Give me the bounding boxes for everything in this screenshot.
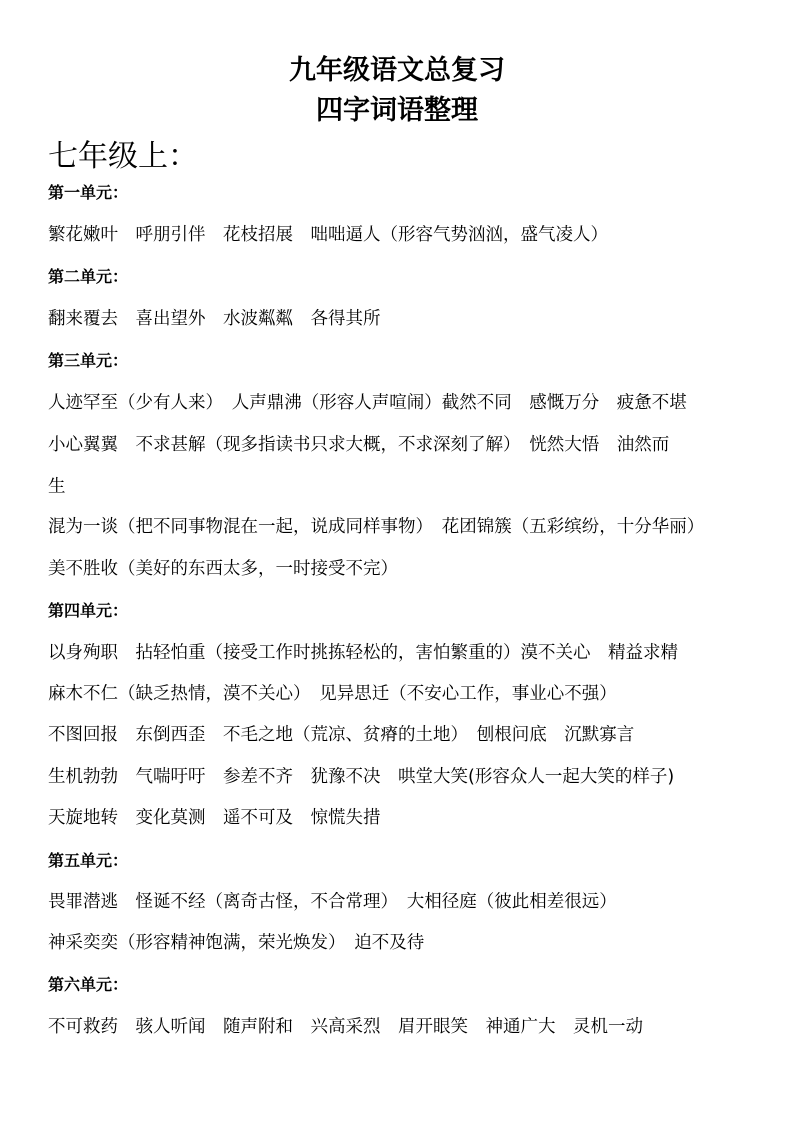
word-line: 美不胜收（美好的东西太多，一时接受不完） xyxy=(48,559,398,579)
word-line: 天旋地转 变化莫测 遥不可及 惊慌失措 xyxy=(48,808,381,828)
unit-heading: 第一单元： xyxy=(48,183,129,202)
unit-heading: 第二单元： xyxy=(48,267,129,286)
word-line: 混为一谈（把不同事物混在一起，说成同样事物） 花团锦簇（五彩缤纷，十分华丽） xyxy=(48,517,705,537)
word-line: 生 xyxy=(48,477,66,497)
document-title: 九年级语文总复习 xyxy=(289,55,505,86)
word-line: 繁花嫩叶 呼朋引伴 花枝招展 咄咄逼人（形容气势汹汹，盛气凌人） xyxy=(48,225,608,245)
unit-heading: 第五单元： xyxy=(48,851,129,870)
unit-heading: 第三单元： xyxy=(48,351,129,370)
word-line: 小心翼翼 不求甚解（现多指读书只求大概，不求深刻了解） 恍然大悟 油然而 xyxy=(48,435,670,455)
word-line: 麻木不仁（缺乏热情，漠不关心） 见异思迁（不安心工作，事业心不强） xyxy=(48,684,617,704)
word-line: 畏罪潜逃 怪诞不经（离奇古怪，不合常理） 大相径庭（彼此相差很远） xyxy=(48,892,617,912)
grade-heading: 七年级上： xyxy=(48,139,198,174)
word-line: 人迹罕至（少有人来） 人声鼎沸（形容人声喧闹）截然不同 感慨万分 疲惫不堪 xyxy=(48,393,687,413)
word-line: 以身殉职 拈轻怕重（接受工作时挑拣轻松的，害怕繁重的）漠不关心 精益求精 xyxy=(48,643,678,663)
word-line: 神采奕奕（形容精神饱满，荣光焕发） 迫不及待 xyxy=(48,933,425,953)
unit-heading: 第六单元： xyxy=(48,975,129,994)
word-line: 翻来覆去 喜出望外 水波粼粼 各得其所 xyxy=(48,309,381,329)
unit-heading: 第四单元： xyxy=(48,601,129,620)
word-line: 生机勃勃 气喘吁吁 参差不齐 犹豫不决 哄堂大笑(形容众人一起大笑的样子) xyxy=(48,767,675,787)
word-line: 不图回报 东倒西歪 不毛之地（荒凉、贫瘠的土地） 刨根问底 沉默寡言 xyxy=(48,725,635,745)
document-subtitle: 四字词语整理 xyxy=(316,95,478,126)
word-line: 不可救药 骇人听闻 随声附和 兴高采烈 眉开眼笑 神通广大 灵机一动 xyxy=(48,1017,643,1037)
